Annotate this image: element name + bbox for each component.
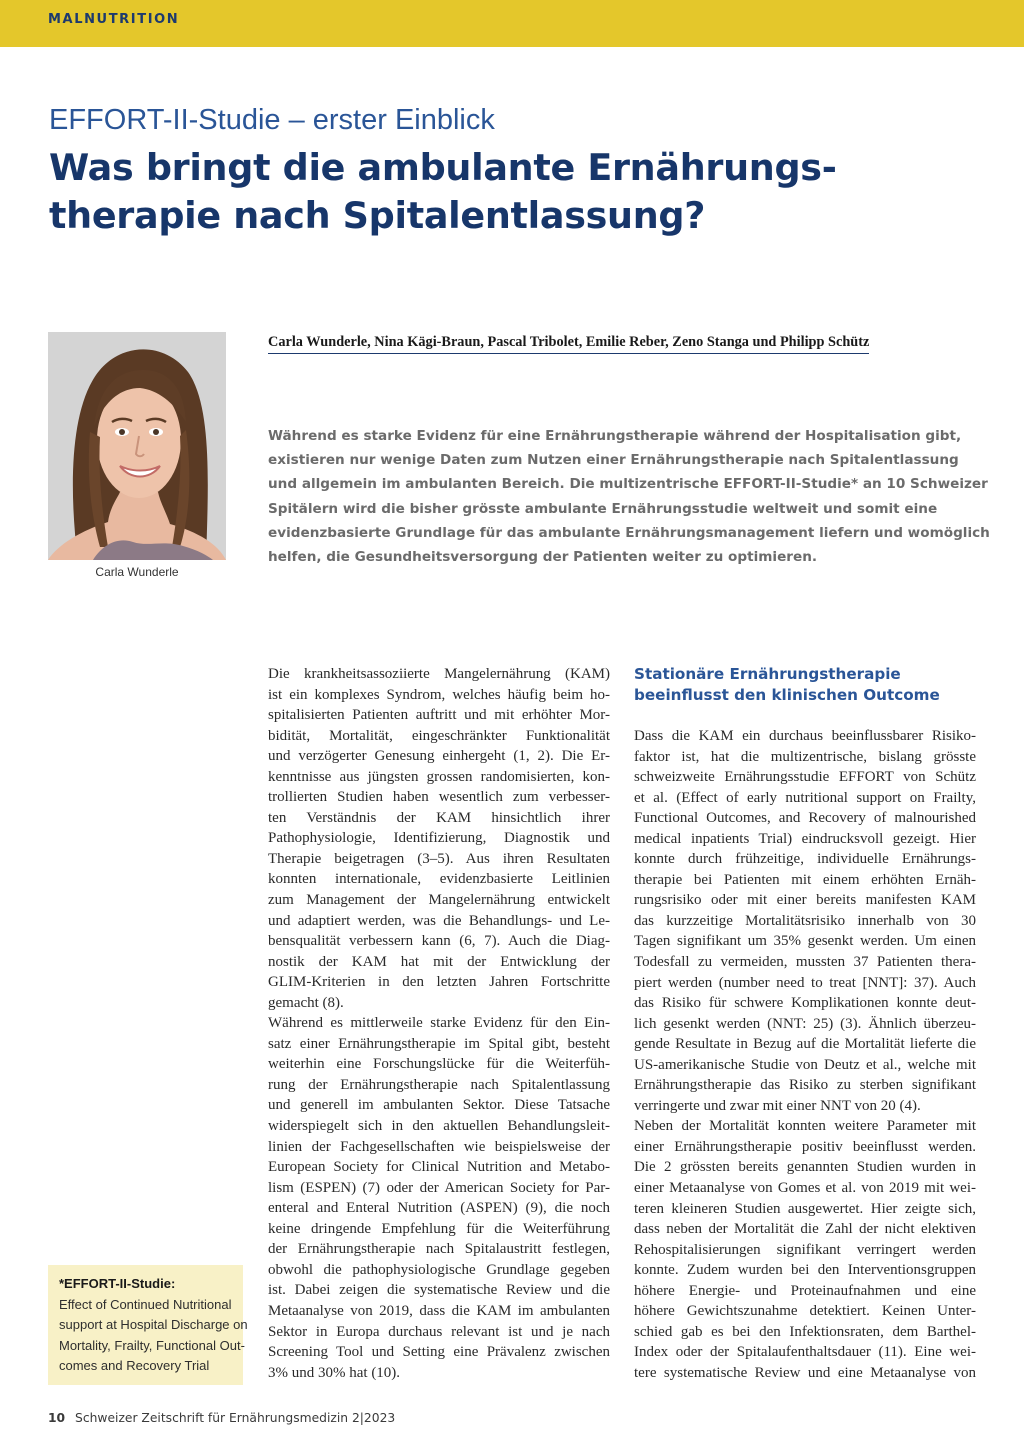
body-line: einer Metaanalyse von Gomes et al. von 2019 mit wei-	[634, 1180, 976, 1197]
heading-line: beeinflusst den klinischen Outcome	[634, 686, 940, 704]
abstract-line: helfen, die Gesundheitsversorgung der Patienten weiter zu optimieren.	[268, 549, 818, 566]
body-line: bensqualität verbessern kann (6, 7). Auch die Diag-	[268, 933, 610, 950]
body-line: satz einer Ernährungstherapie im Spital gibt, besteht	[268, 1035, 610, 1052]
body-line: faktor ist, hat die multizentrische, bislang grösste	[634, 748, 976, 765]
body-line: obwohl die pathophysiologische Grundlage gegeben	[268, 1261, 610, 1278]
info-box-line: Effect of Continued Nutritional	[59, 1296, 232, 1312]
article-subtitle: EFFORT-II-Studie – erster Einblick	[49, 104, 495, 136]
info-box	[48, 1265, 248, 1385]
section-label: MALNUTRITION	[48, 12, 180, 27]
body-column-1	[268, 664, 610, 1383]
body-line: rungsrisiko oder mit einer bereits manifesten KAM	[634, 892, 976, 909]
body-line: konnte durch frühzeitige, individuelle Ernährungs-	[634, 851, 976, 868]
body-line: der Ernährungstherapie nach Spitalaustritt festlegen,	[268, 1241, 610, 1258]
info-box-line: support at Hospital Discharge on	[59, 1317, 248, 1332]
body-line: Therapie beigetragen (3–5). Aus ihren Resultaten	[268, 850, 610, 867]
abstract-line: existieren nur wenige Daten zum Nutzen einer Ernährungstherapie nach Spitalentlassung	[268, 452, 959, 469]
abstract-line: Spitälern wird die bisher grösste ambulante Ernährungsstudie weltweit und somit eine	[268, 500, 938, 517]
info-box-title: *EFFORT-II-Studie:	[59, 1276, 176, 1291]
abstract-line: und allgemein im ambulanten Bereich. Die multizentrische EFFORT-II-Studie* an 10 Schweizer	[268, 476, 988, 493]
photo-caption: Carla Wunderle	[95, 565, 179, 579]
author-portrait-image	[48, 332, 226, 560]
body-line: Während es mittlerweile starke Evidenz für den Ein-	[268, 1015, 610, 1032]
body-line: das Risiko für schwere Komplikationen konnte deut-	[634, 995, 976, 1012]
body-line: tere systematische Review und eine Metaanalyse von	[634, 1364, 976, 1381]
body-line: medical inpatients Trial) eindrucksvoll gezeigt. Hier	[634, 830, 976, 847]
body-line: Tagen signifikant um 35% gesenkt werden. Um einen	[634, 933, 976, 950]
body-line: Index oder der Spitalaufenthaltsdauer (11). Eine wei-	[634, 1344, 976, 1361]
title-line: therapie nach Spitalentlassung?	[49, 194, 706, 237]
body-line: Metaanalyse von 2019, dass die KAM im ambulanten	[268, 1302, 610, 1319]
body-line: spitalisierten Patienten auftritt und mit erhöhter Mor-	[268, 707, 610, 724]
section-heading	[634, 664, 976, 706]
title-line: Was bringt die ambulante Ernährungs-	[49, 146, 837, 189]
body-line: 3% und 30% hat (10).	[268, 1364, 401, 1381]
body-line: höhere Energie- und Proteinaufnahmen und eine	[634, 1282, 976, 1299]
body-line: nostik der KAM hat mit der Entwicklung der	[268, 953, 610, 970]
author-photo	[48, 332, 226, 560]
body-line: ten Verständnis der KAM hinsichtlich ihrer	[268, 809, 610, 826]
body-line: kenntnisse aus jüngsten grossen randomisierten, kon-	[268, 768, 610, 785]
body-line: konnte. Zudem wurden bei den Interventionsgruppen	[634, 1262, 976, 1279]
body-line: rung der Ernährungstherapie nach Spitalentlassung	[268, 1076, 610, 1093]
body-line: gemacht (8).	[268, 994, 344, 1011]
body-line: therapie bei Patienten mit einem erhöhten Ernäh-	[634, 871, 976, 888]
page-number: 10	[48, 1411, 66, 1425]
body-line: Screening Tool und Setting eine Prävalenz zwischen	[268, 1344, 610, 1361]
body-line: und verzögerter Genesung einhergeht (1, 2). Die Er-	[268, 748, 610, 765]
info-box-line: Mortality, Frailty, Functional Out-	[59, 1337, 245, 1353]
body-line: Neben der Mortalität konnten weitere Parameter mit	[634, 1118, 976, 1135]
body-line: Rehospitalisierungen signifikant verringert werden	[634, 1241, 976, 1258]
body-line: verringerte und zwar mit einer NNT von 20 (4).	[634, 1097, 921, 1114]
body-line: Pathophysiologie, Identifizierung, Diagnostik und	[268, 830, 610, 847]
body-line: enteral and Enteral Nutrition (ASPEN) (9), die noch	[268, 1200, 610, 1217]
body-line: keine dringende Empfehlung für die Weiterführung	[268, 1220, 610, 1237]
body-line: gende Resultate in Bezug auf die Mortalität lieferte die	[634, 1036, 976, 1053]
body-line: einer Ernährungstherapie positiv beeinflusst werden.	[634, 1138, 976, 1155]
info-box-line: comes and Recovery Trial	[59, 1358, 210, 1373]
body-line: European Society for Clinical Nutrition and Metabo-	[268, 1159, 610, 1176]
article-title	[49, 144, 989, 240]
author-list: Carla Wunderle, Nina Kägi-Braun, Pascal Tribolet, Emilie Reber, Zeno Stanga und Philipp Schütz	[268, 334, 869, 354]
body-line: schied gab es bei den Infektionsraten, dem Barthel-	[634, 1323, 976, 1340]
body-line: dass neben der Mortalität die Zahl der nicht elektiven	[634, 1221, 976, 1238]
body-line: GLIM-Kriterien in den letzten Jahren Fortschritte	[268, 974, 610, 991]
body-line: und adaptiert werden, was die Behandlungs- und Le-	[268, 912, 610, 929]
body-line: das kurzzeitige Mortalitätsrisiko innerhalb von 30	[634, 912, 976, 929]
body-line: Die krankheitsassoziierte Mangelernährung (KAM)	[268, 666, 610, 682]
body-line: linien der Fachgesellschaften wie beispielsweise der	[268, 1138, 610, 1155]
abstract-line: Während es starke Evidenz für eine Ernährungstherapie während der Hospitalisation gibt,	[268, 428, 962, 444]
body-line: ist ein komplexes Syndrom, welches häufig beim ho-	[268, 686, 610, 703]
body-line: Dass die KAM ein durchaus beeinflussbarer Risiko-	[634, 728, 976, 744]
page-footer	[48, 1411, 395, 1425]
body-line: Die 2 grössten bereits genannten Studien wurden in	[634, 1159, 976, 1176]
body-line: teren kleineren Studien ausgewertet. Hier zeigte sich,	[634, 1200, 976, 1217]
body-line: höhere Gewichtszunahme detektiert. Keinen Unter-	[634, 1303, 976, 1320]
body-line: widerspiegelt sich in den aktuellen Behandlungsleit-	[268, 1118, 610, 1135]
body-line: bidität, Mortalität, eingeschränkter Funktionalität	[268, 727, 610, 744]
journal-name: Schweizer Zeitschrift für Ernährungsmedizin 2|2023	[75, 1411, 396, 1425]
body-line: Functional Outcomes, and Recovery of malnourished	[634, 810, 976, 827]
heading-line: Stationäre Ernährungstherapie	[634, 665, 901, 683]
body-line: ist. Dabei zeigen die systematische Review und die	[268, 1282, 610, 1299]
body-line: Todesfall zu vermeiden, mussten 37 Patienten thera-	[634, 954, 976, 971]
body-column-2	[634, 726, 976, 1384]
body-line: trollierten Studien haben wesentlich zum verbesser-	[268, 789, 610, 806]
body-line: piert werden (number need to treat [NNT]: 37). Auch	[634, 974, 976, 991]
body-line: konnten internationale, evidenzbasierte Leitlinien	[268, 871, 610, 888]
body-line: und generell im ambulanten Sektor. Diese Tatsache	[268, 1097, 610, 1114]
body-line: Sektor in Europa durchaus relevant ist und je nach	[268, 1323, 610, 1340]
body-line: Ernährungstherapie das Risiko zu sterben signifikant	[634, 1077, 976, 1094]
body-line: lism (ESPEN) (7) oder der American Society for Par-	[268, 1179, 610, 1196]
body-line: schweizweite Ernährungsstudie EFFORT von Schütz	[634, 769, 976, 786]
body-line: zum Management der Mangelernährung entwickelt	[268, 892, 610, 909]
body-line: weiterhin eine Forschungslücke für die Weiterfüh-	[268, 1056, 610, 1073]
body-line: lich gesenkt werden (NNT: 25) (3). Ähnlich überzeu-	[634, 1015, 976, 1032]
body-line: US-amerikanische Studie von Deutz et al., welche mit	[634, 1056, 976, 1073]
article-abstract	[268, 424, 990, 569]
body-line: et al. (Effect of early nutritional support on Frailty,	[634, 789, 976, 806]
abstract-line: evidenzbasierte Grundlage für das ambulante Ernährungsmanagement liefern und womöglich	[268, 524, 990, 541]
section-header-band	[0, 0, 1024, 47]
